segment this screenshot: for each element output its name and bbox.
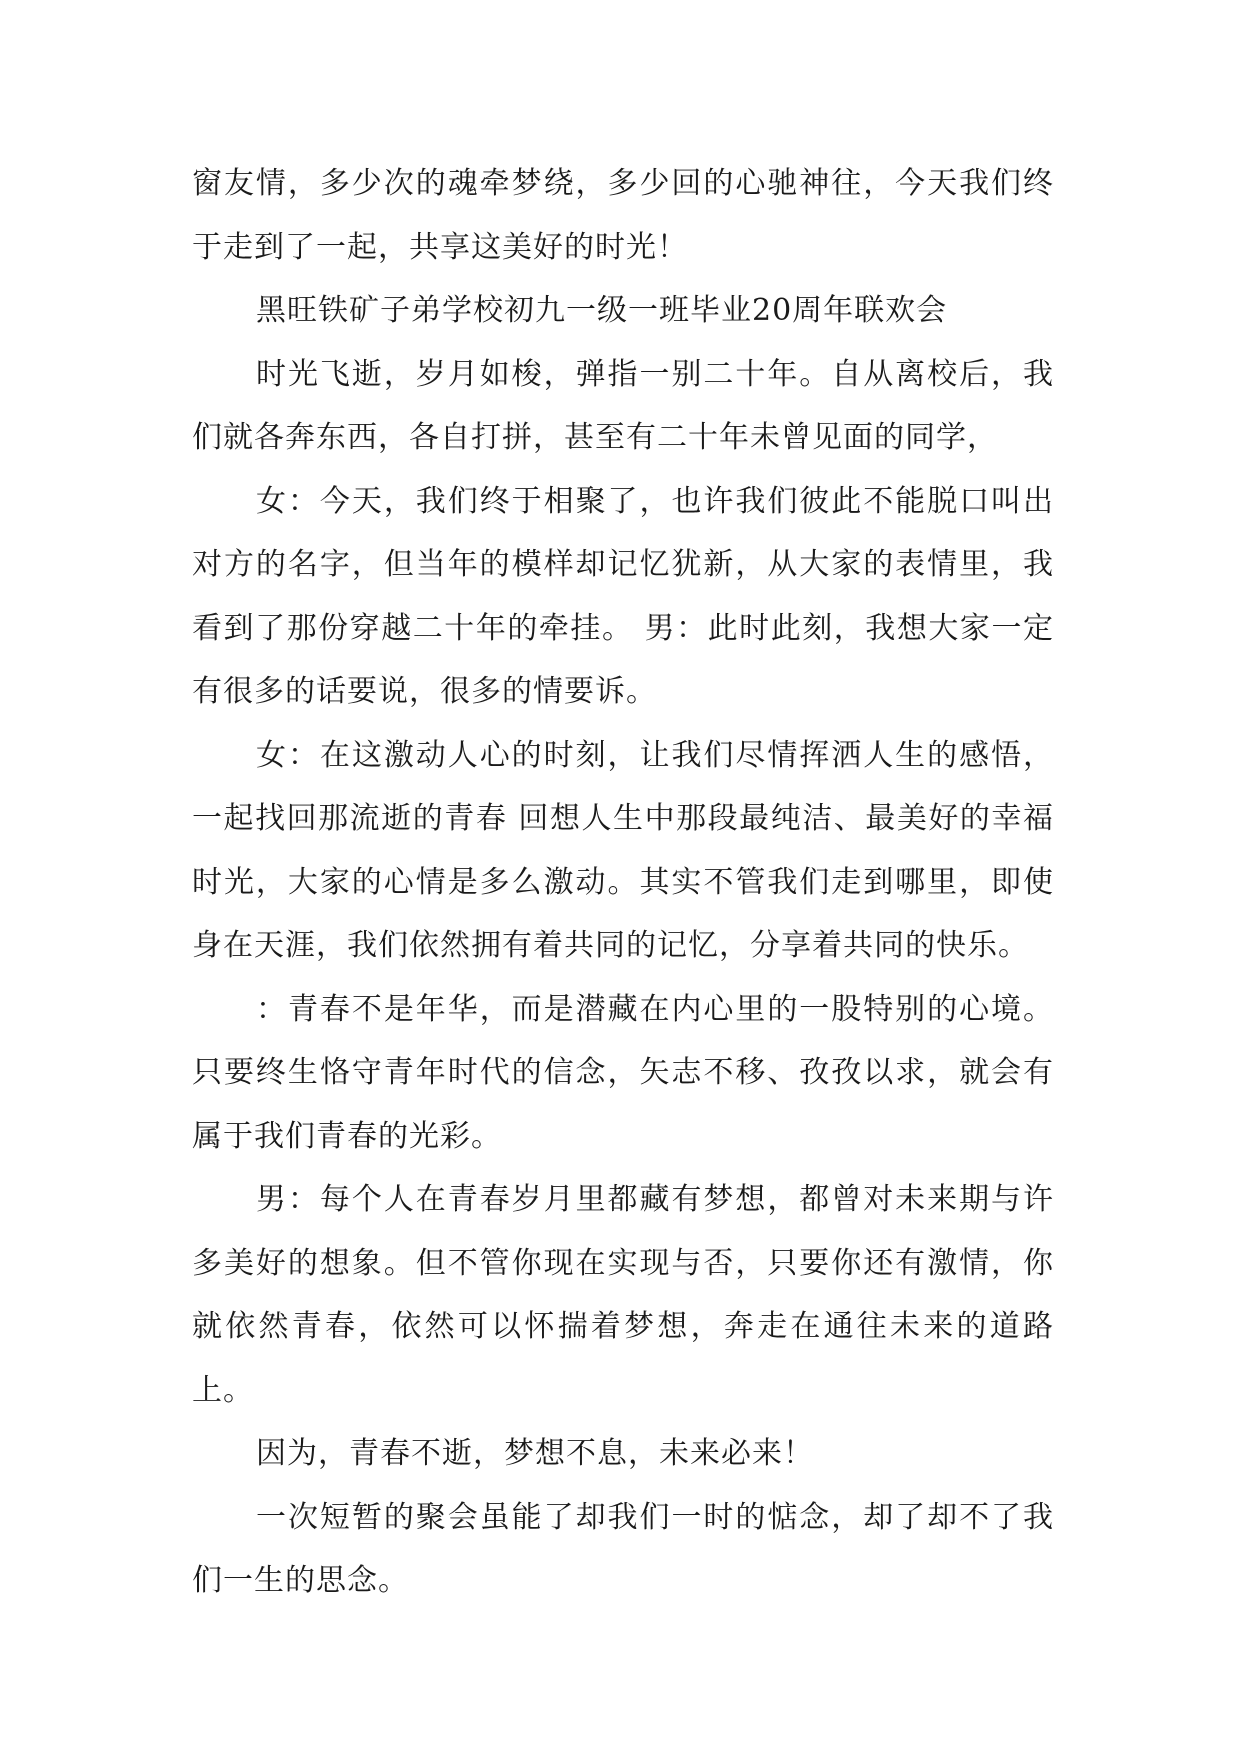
paragraph-4: 女：今天，我们终于相聚了，也许我们彼此不能脱口叫出对方的名字，但当年的模样却记忆犹新，从大家的表情里，我看到了那份穿越二十年的牵挂。 男：此时此刻，我想大家一定有很多的话要说，很多的情要诉。 (192, 483, 1054, 709)
paragraph-2: 黑旺铁矿子弟学校初九一级一班毕业20周年联欢会 (256, 293, 948, 328)
paragraph-7: 男：每个人在青春岁月里都藏有梦想，都曾对未来期与许多美好的想象。但不管你现在实现与否，只要你还有激情，你就依然青春，依然可以怀揣着梦想，奔走在通往未来的道路上。 (192, 1182, 1054, 1408)
document-body (192, 152, 1054, 1613)
paragraph-5: 女：在这激动人心的时刻，让我们尽情挥洒人生的感悟，一起找回那流逝的青春 回想人生中那段最纯洁、最美好的幸福时光，大家的心情是多么激动。其实不管我们走到哪里，即使身在天涯，我们依然拥有着共同的记忆，分享着共同的快乐。 (192, 737, 1054, 963)
paragraph-3: 时光飞逝，岁月如梭，弹指一别二十年。自从离校后，我们就各奔东西，各自打拼，甚至有二十年未曾见面的同学， (192, 356, 1054, 455)
paragraph-1: 窗友情，多少次的魂牵梦绕，多少回的心驰神往，今天我们终于走到了一起，共享这美好的时光！ (192, 166, 1054, 265)
paragraph-9: 一次短暂的聚会虽能了却我们一时的惦念，却了却不了我们一生的思念。 (192, 1499, 1054, 1598)
paragraph-6: ：青春不是年华，而是潜藏在内心里的一股特别的心境。只要终生恪守青年时代的信念，矢志不移、孜孜以求，就会有属于我们青春的光彩。 (192, 991, 1054, 1154)
paragraph-8: 因为，青春不逝，梦想不息，未来必来！ (256, 1436, 814, 1471)
